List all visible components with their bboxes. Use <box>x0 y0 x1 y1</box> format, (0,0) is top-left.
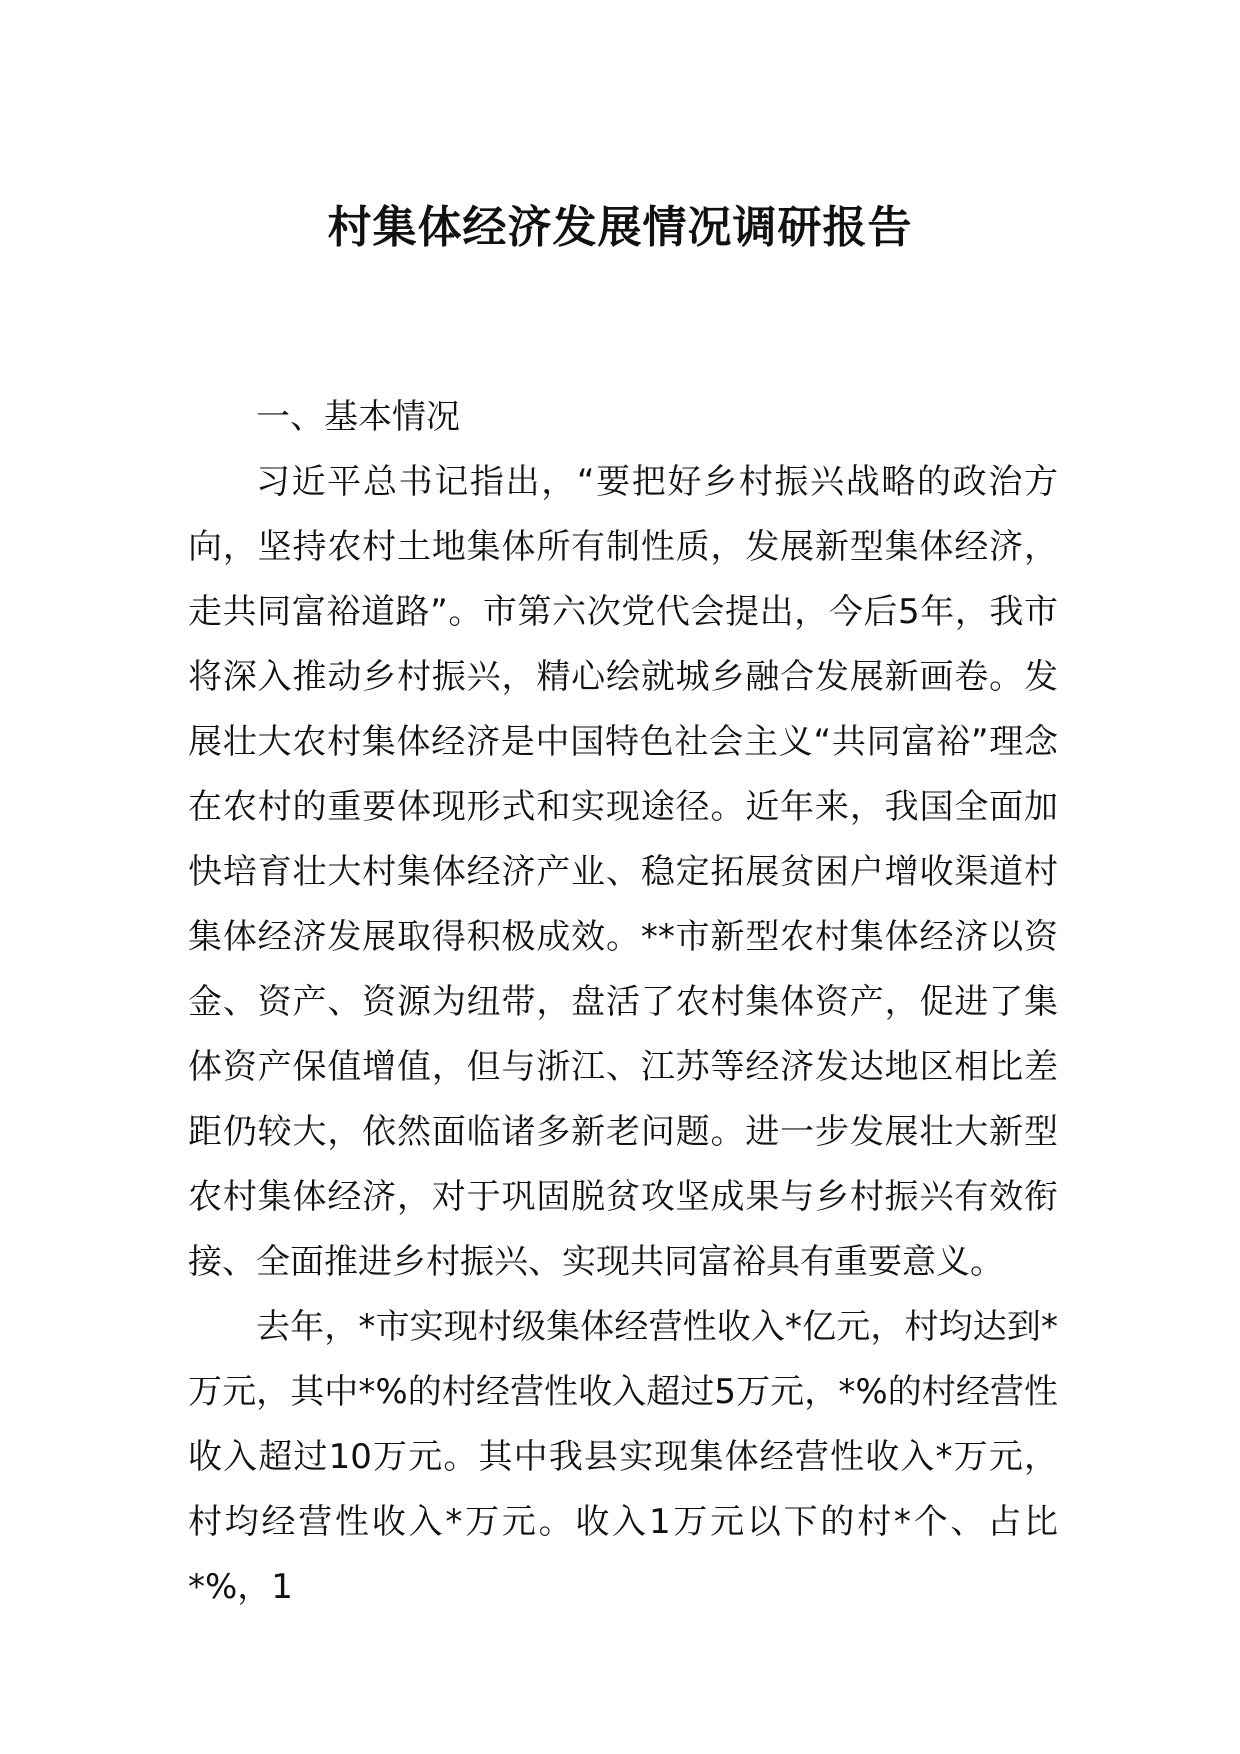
document-body <box>188 385 1058 1620</box>
paragraph: 去年，*市实现村级集体经营性收入*亿元，村均达到*万元，其中*%的村经营性收入超过5万元，*%的村经营性收入超过10万元。其中我县实现集体经营性收入*万元，村均经营性收入*万元。收入1万元以下的村*个、占比*%，1 <box>188 1307 1058 1607</box>
document-title: 村集体经济发展情况调研报告 <box>327 202 913 253</box>
paragraph: 习近平总书记指出，“要把好乡村振兴战略的政治方向，坚持农村土地集体所有制性质，发展新型集体经济，走共同富裕道路”。市第六次党代会提出，今后5年，我市将深入推动乡村振兴，精心绘就城乡融合发展新画卷。发展壮大农村集体经济是中国特色社会主义“共同富裕”理念在农村的重要体现形式和实现途径。近年来，我国全面加快培育壮大村集体经济产业、稳定拓展贫困户增收渠道村集体经济发展取得积极成效。**市新型农村集体经济以资金、资产、资源为纽带，盘活了农村集体资产，促进了集体资产保值增值，但与浙江、江苏等经济发达地区相比差距仍较大，依然面临诸多新老问题。进一步发展壮大新型农村集体经济，对于巩固脱贫攻坚成果与乡村振兴有效衔接、全面推进乡村振兴、实现共同富裕具有重要意义。 <box>188 462 1058 1282</box>
section-heading: 一、基本情况 <box>256 397 460 437</box>
